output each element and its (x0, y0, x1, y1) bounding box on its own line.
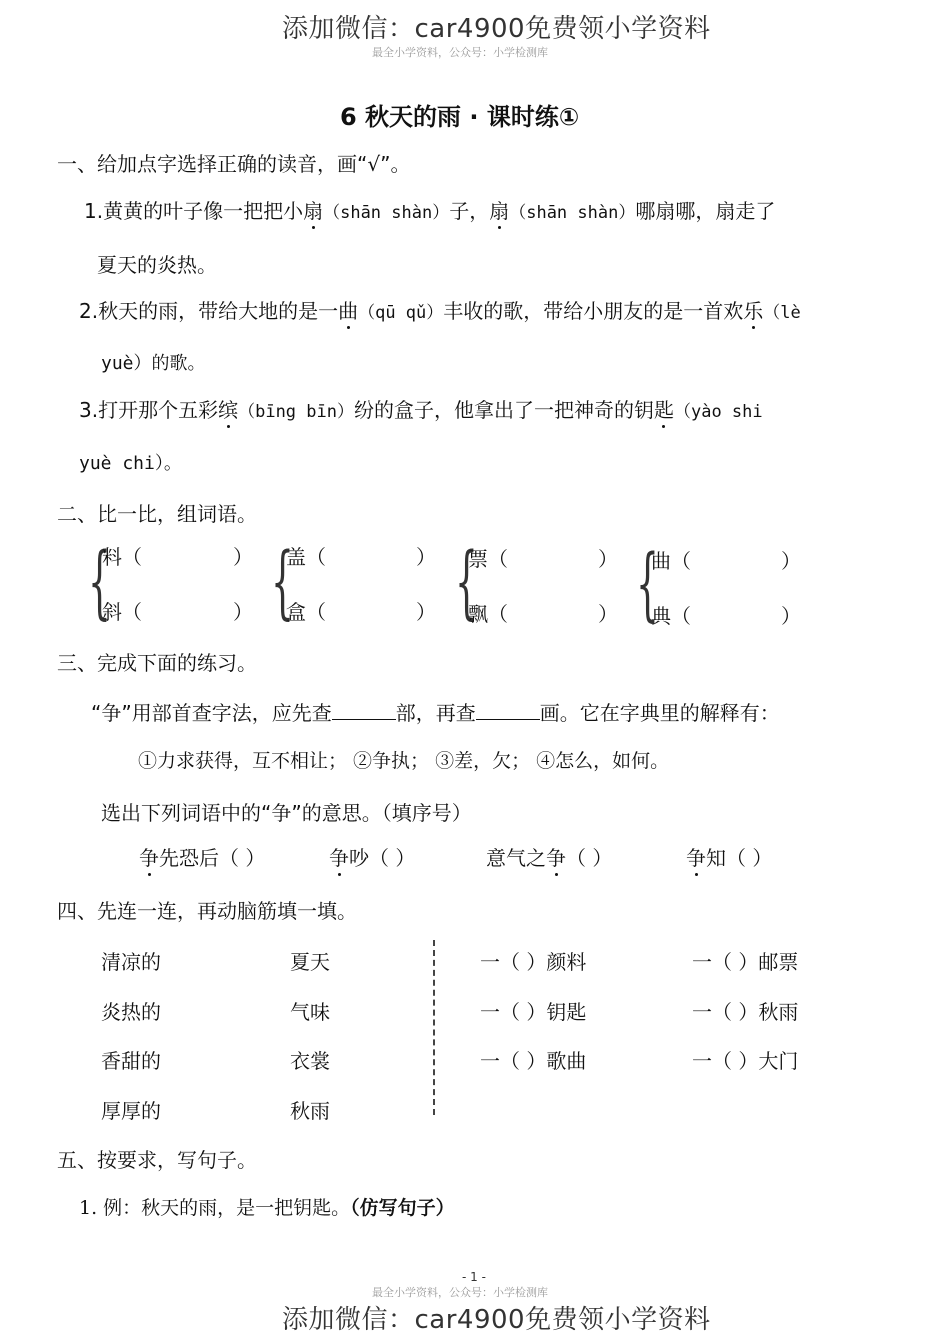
word-2-rest: 吵（ ） (349, 846, 416, 870)
question-3-line-1 (79, 394, 763, 423)
fill-b-1: 一（ ）邮票 (692, 950, 799, 974)
pair-2-top-close: ） (416, 545, 436, 569)
fill-b-3: 一（ ）大门 (692, 1049, 799, 1073)
lookup-text-b: 部，再查 (395, 701, 476, 725)
q2-text-a: 2.秋天的雨，带给大地的是一 (79, 299, 339, 323)
q1-text-c: 哪扇哪，扇走了 (635, 199, 776, 223)
word-2 (329, 842, 415, 871)
watermark-banner-bottom: 添加微信：car4900免费领小学资料 (282, 1305, 711, 1335)
q1-pinyin-1: （shān shàn） (323, 203, 450, 223)
pair-3-bottom: 飘（ (468, 602, 508, 626)
q3-text-b: 纷的盒子，他拿出了一把神奇的钥 (353, 398, 654, 422)
q1-text-a: 1.黄黄的叶子像一把把小 (84, 199, 304, 223)
q2-text-b: 丰收的歌，带给小朋友的是一首欢 (443, 299, 744, 323)
fill-b-2: 一（ ）秋雨 (692, 1000, 799, 1024)
q2-pinyin-1: （qū qǔ） (358, 303, 444, 323)
fill-a-1: 一（ ）颜料 (480, 950, 587, 974)
match-left-3[interactable]: 香甜的 (101, 1049, 161, 1073)
q3-pinyin-2: （yào shi (673, 402, 763, 422)
strokes-blank[interactable] (476, 701, 540, 720)
match-right-3[interactable]: 衣裳 (290, 1049, 330, 1073)
match-left-2[interactable]: 炎热的 (101, 1000, 161, 1024)
word-3 (486, 842, 612, 871)
q3-line2-text: yuè chi）。 (79, 453, 182, 474)
word-3-rest: （ ） (566, 846, 613, 870)
word-2-dotted: 争 (329, 842, 349, 871)
q1-dotted-char-2: 扇 (489, 195, 509, 224)
question-1-line-2: 夏天的炎热。 (97, 253, 217, 277)
pair-4-bottom: 典（ (651, 604, 691, 628)
q2-pinyin-2: （lè (763, 303, 801, 323)
pair-3-bottom-close: ） (598, 602, 618, 626)
pair-1-top-close: ） (233, 545, 253, 569)
question-1-line-1 (84, 195, 775, 224)
page-title: 6 秋天的雨 · 课时练① (340, 103, 580, 131)
word-3-dotted: 争 (546, 842, 566, 871)
pair-1-top: 料（ (102, 545, 142, 569)
pair-4-top: 曲（ (651, 549, 691, 573)
pair-1-bottom: 斜（ (102, 600, 142, 624)
pair-3-top: 票（ (468, 547, 508, 571)
lookup-line (91, 697, 780, 726)
sentence-q1-text: 1. 例：秋天的雨，是一把钥匙。 (79, 1197, 351, 1219)
brace-4: { (636, 537, 659, 630)
question-2-line-2 (101, 349, 206, 375)
faint-footer-text: 最全小学资料，公众号：小学检测库 (372, 1286, 548, 1299)
match-left-1[interactable]: 清凉的 (101, 950, 161, 974)
word-3-pre: 意气之 (486, 846, 546, 870)
question-3-line-2 (79, 449, 182, 475)
pair-2-top: 盖（ (286, 545, 326, 569)
section-2-heading: 二、比一比，组词语。 (57, 502, 257, 526)
choose-instruction: 选出下列词语中的“争”的意思。（填序号） (101, 801, 472, 825)
match-right-2[interactable]: 气味 (290, 1000, 330, 1024)
pair-3-top-close: ） (598, 547, 618, 571)
sentence-q1-note: （仿写句子） (350, 1197, 455, 1219)
pair-1-bottom-close: ） (233, 600, 253, 624)
watermark-banner-top: 添加微信：car4900免费领小学资料 (282, 14, 711, 44)
fill-a-2: 一（ ）钥匙 (480, 1000, 587, 1024)
section-3-heading: 三、完成下面的练习。 (57, 651, 257, 675)
lookup-text-c: 画。它在字典里的解释有： (539, 701, 780, 725)
section-4-heading: 四、先连一连，再动脑筋填一填。 (57, 899, 357, 923)
word-4-dotted: 争 (686, 842, 706, 871)
pair-4-top-close: ） (781, 549, 801, 573)
match-right-1[interactable]: 夏天 (290, 950, 330, 974)
pair-2-bottom: 盒（ (286, 600, 326, 624)
question-2-line-1 (79, 295, 801, 324)
lookup-text-a: “争”用部首查字法，应先查 (91, 701, 332, 725)
q2-dotted-char-2: 乐 (743, 295, 763, 324)
brace-1: { (88, 535, 111, 628)
q3-text-a: 3.打开那个五彩 (79, 398, 219, 422)
q3-pinyin-1: （bīng bīn） (238, 402, 354, 422)
q3-dotted-char-2: 匙 (654, 394, 674, 423)
radical-blank[interactable] (332, 701, 396, 720)
q1-pinyin-2: （shān shàn） (509, 203, 636, 223)
word-1-rest: 先恐后（ ） (159, 846, 266, 870)
sentence-q1 (79, 1193, 455, 1220)
section-1-heading: 一、给加点字选择正确的读音，画“√”。 (57, 152, 411, 176)
q1-dotted-char-1: 扇 (303, 195, 323, 224)
q1-text-b: 子， (449, 199, 490, 223)
word-4-rest: 知（ ） (706, 846, 773, 870)
match-left-4[interactable]: 厚厚的 (101, 1099, 161, 1123)
word-1-dotted: 争 (139, 842, 159, 871)
page-number: - 1 - (462, 1270, 486, 1284)
brace-2: { (271, 535, 294, 628)
brace-3: { (455, 535, 478, 628)
fill-a-3: 一（ ）歌曲 (480, 1049, 587, 1073)
dashed-divider (433, 940, 435, 1115)
word-4 (686, 842, 772, 871)
section-5-heading: 五、按要求，写句子。 (57, 1148, 257, 1172)
meanings-line: ①力求获得，互不相让； ②争执； ③差，欠； ④怎么，如何。 (138, 750, 670, 772)
word-1 (139, 842, 265, 871)
q3-dotted-char-1: 缤 (218, 394, 238, 423)
pair-2-bottom-close: ） (416, 600, 436, 624)
q2-dotted-char-1: 曲 (338, 295, 358, 324)
pair-4-bottom-close: ） (781, 604, 801, 628)
match-right-4[interactable]: 秋雨 (290, 1099, 330, 1123)
q2-line2-text: yuè）的歌。 (101, 353, 206, 374)
faint-header-text: 最全小学资料，公众号：小学检测库 (372, 46, 548, 59)
